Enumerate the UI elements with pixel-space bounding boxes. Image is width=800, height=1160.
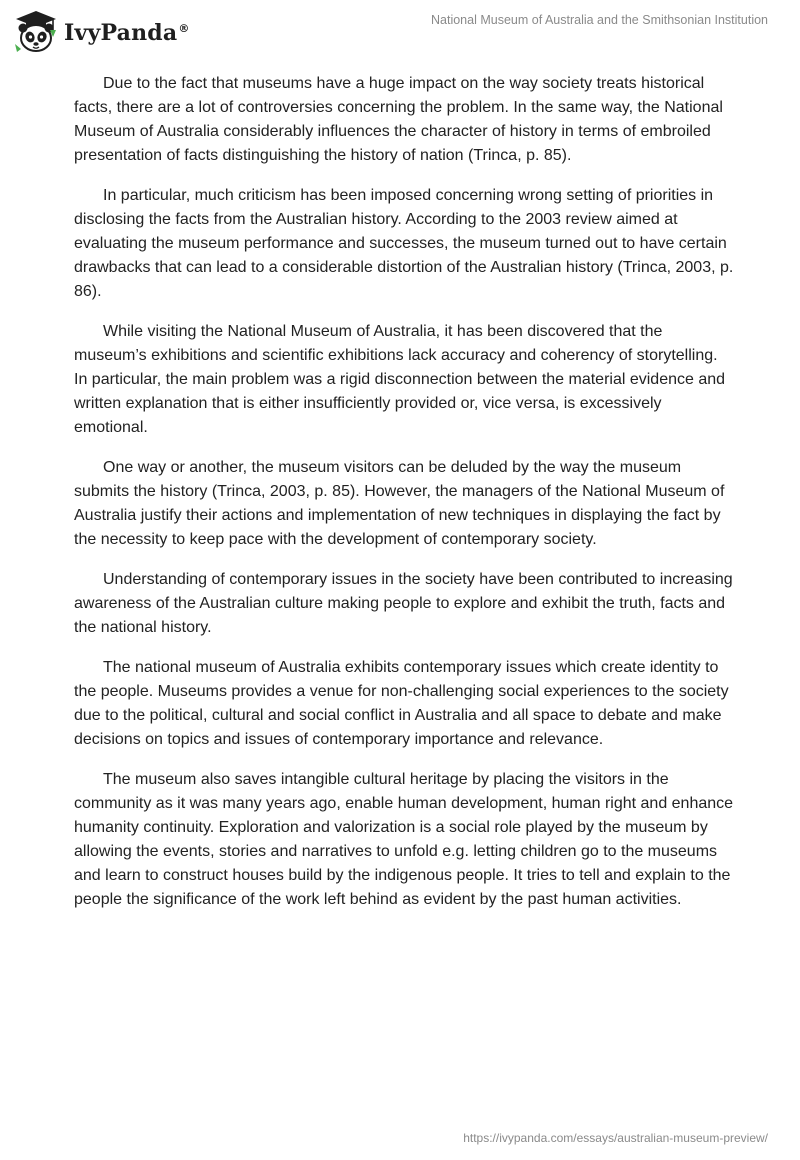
paragraph-2: In particular, much criticism has been imposed concerning wrong setting of priorities in disclosing the facts from the Australian history. According to the 2003 review aimed at evaluating the museum performance and successes, the museum turned out to have certain drawbacks that can lead to a considerable distortion of the Australian history (Trinca, 2003, p. 86). [74,187,734,300]
paragraph-7: The museum also saves intangible cultural heritage by placing the visitors in the community as it was many years ago, enable human development, human right and enhance humanity continuity. Exploration and valorization is a social role played by the museum by allowing the events, stories and narratives to unfold e.g. letting children go to the museums and learn to construct houses build by the indigenous people. It tries to tell and explain to the people the significance of the work left behind as evident by the past human activities. [74,771,734,908]
paragraph-3: While visiting the National Museum of Australia, it has been discovered that the museum’s exhibitions and scientific exhibitions lack accuracy and coherency of storytelling. In particular, the main problem was a rigid disconnection between the material evidence and written explanation that is either insufficiently provided or, vice versa, is excessively emotional. [74,323,726,436]
document-title: National Museum of Australia and the Smithsonian Institution [431,13,768,27]
paragraph-4: One way or another, the museum visitors can be deluded by the way the museum submits the history (Trinca, 2003, p. 85). However, the managers of the National Museum of Australia justify their actions and implementation of new techniques in displaying the fact by the necessity to keep pace with the development of contemporary society. [74,459,725,548]
paragraph-6: The national museum of Australia exhibits contemporary issues which create identity to the people. Museums provides a venue for non-challenging social experiences to the society due to the political, cultural and social conflict in Australia and all space to debate and make decisions on topics and issues of contemporary importance and relevance. [74,659,729,748]
panda-graduate-logo-icon [12,8,60,56]
paragraph-5: Understanding of contemporary issues in the society have been contributed to increasing awareness of the Australian culture making people to explore and exhibit the truth, facts and the national history. [74,571,733,636]
footer-url-link[interactable]: https://ivypanda.com/essays/australian-museum-preview/ [463,1131,768,1145]
brand-name-text: IvyPanda [64,20,178,46]
page-header [0,0,800,62]
ivypanda-logo[interactable] [12,8,190,56]
essay-body [74,72,734,928]
paragraph-1: Due to the fact that museums have a huge impact on the way society treats historical facts, there are a lot of controversies concerning the problem. In the same way, the National Museum of Australia considerably influences the character of history in terms of embroiled presentation of facts distinguishing the history of nation (Trinca, p. 85). [74,75,723,164]
brand-name [64,20,190,46]
registered-mark: ® [178,21,190,35]
